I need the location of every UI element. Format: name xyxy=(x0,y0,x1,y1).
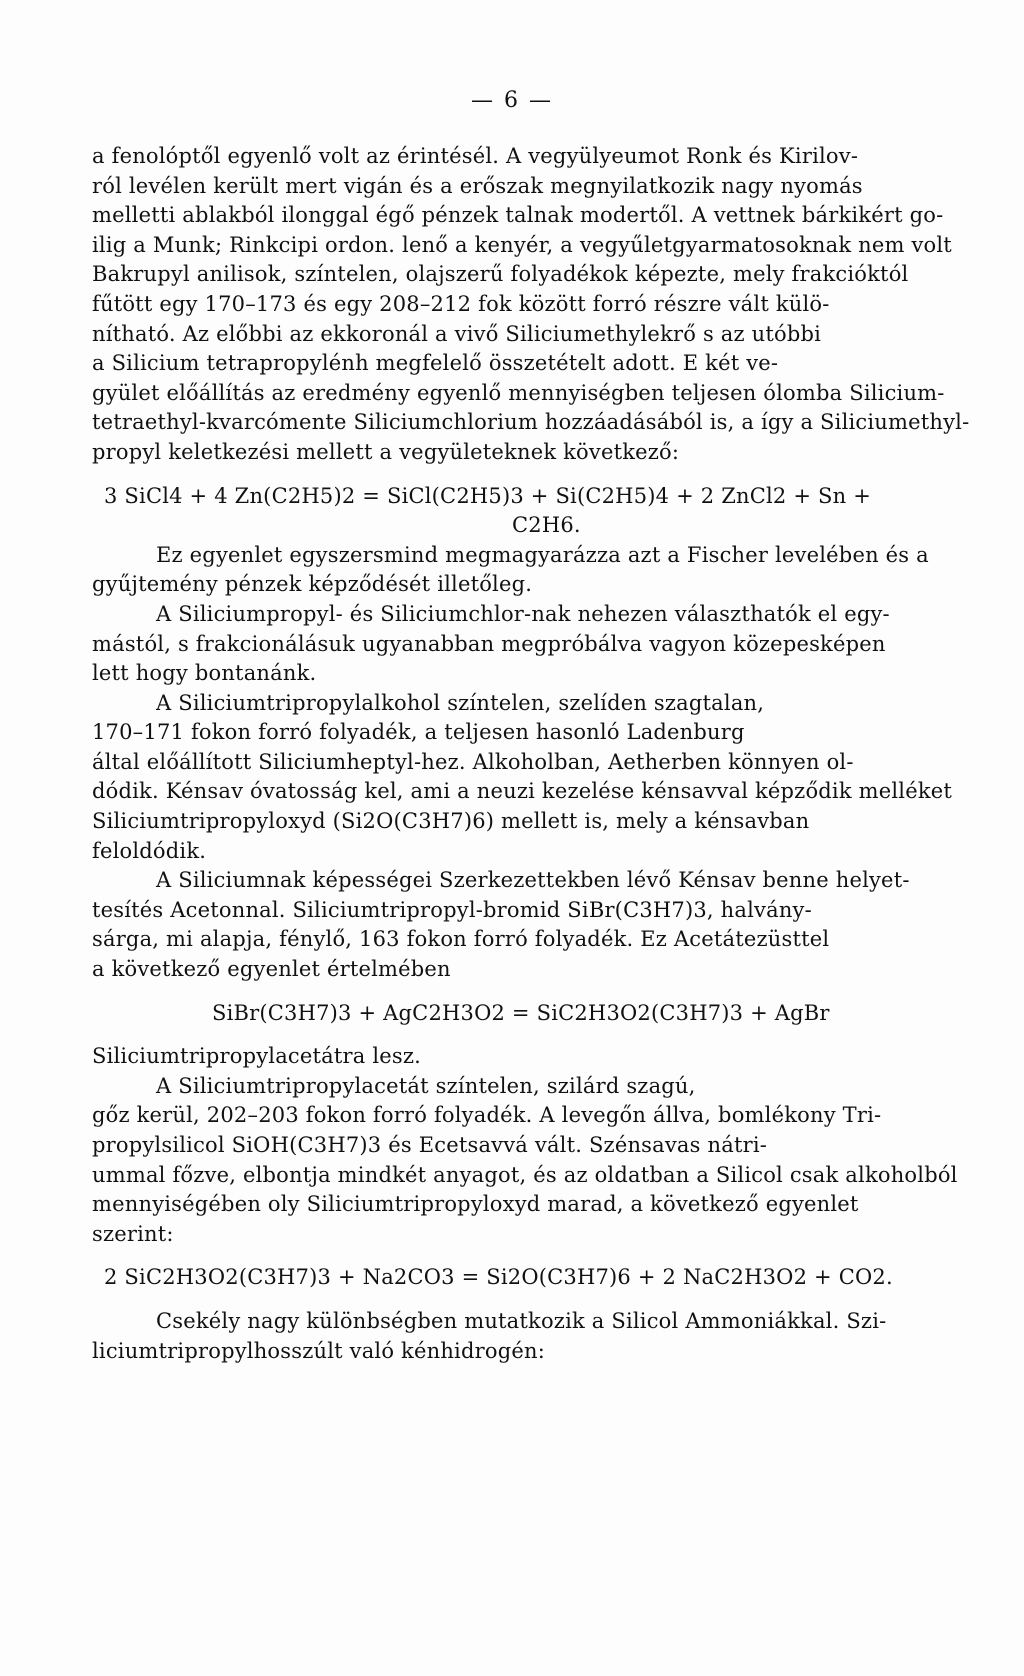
equation-line: SiBr(C3H7)3 + AgC2H3O2 = SiC2H3O2(C3H7)3 + AgBr xyxy=(212,1000,830,1025)
text-line: a fenolóptől egyenlő volt az érintésél. A vegyülyeumot Ronk és Kirilov- xyxy=(92,144,859,168)
text-line: mennyiségében oly Siliciumtripropyloxyd marad, a következő egyenlet xyxy=(92,1192,859,1217)
paragraph-start: A Siliciumtripropylacetát színtelen, szilárd szagú, xyxy=(156,1073,696,1098)
text-line: sárga, mi alapja, fénylő, 163 fokon forró folyadék. Ez Acetátezüsttel xyxy=(92,927,830,952)
paragraph-start: Ez egyenlet egyszersmind megmagyarázza azt a Fischer levelében és a xyxy=(156,542,929,567)
text-line: által előállított Siliciumheptyl-hez. Alkoholban, Aetherben könnyen ol- xyxy=(92,749,854,774)
text-line: Siliciumtripropylacetátra lesz. xyxy=(92,1044,421,1069)
text-line: szerint: xyxy=(92,1221,174,1246)
text-line: mástól, s frakcionálásuk ugyanabban megpróbálva vagyon közepesképen xyxy=(92,631,886,656)
paragraph-start: A Siliciumnak képességei Szerkezettekben lévő Kénsav benne helyet- xyxy=(156,868,910,893)
text-line: Bakrupyl anilisok, színtelen, olajszerű folyadékok képezte, mely frakcióktól xyxy=(92,262,909,287)
text-line: liciumtripropylhosszúlt való kénhidrogén: xyxy=(92,1338,545,1363)
text-line: Siliciumtripropyloxyd (Si2O(C3H7)6) mellett is, mely a kénsavban xyxy=(92,809,810,834)
text-line: tetraethyl-kvarcómente Siliciumchlorium hozzáadásából is, a így a Siliciumethyl- xyxy=(92,410,970,435)
text-line: lett hogy bontanánk. xyxy=(92,661,317,686)
page-number: — 6 — xyxy=(471,88,553,113)
text-line: ról levélen került mert vigán és a erőszak megnyilatkozik nagy nyomás xyxy=(92,173,863,198)
paragraph-start: A Siliciumtripropylalkohol színtelen, szelíden szagtalan, xyxy=(156,690,765,715)
text-line: a következő egyenlet értelmében xyxy=(92,957,451,982)
paragraph-start: Csekély nagy különbségben mutatkozik a Silicol Ammoniákkal. Szi- xyxy=(156,1308,887,1333)
text-line: 170–171 fokon forró folyadék, a teljesen hasonló Ladenburg xyxy=(92,720,745,745)
text-line: dódik. Kénsav óvatosság kel, ami a neuzi kezelése kénsavval képződik melléket xyxy=(92,779,953,804)
text-line: tesítés Acetonnal. Siliciumtripropyl-bromid SiBr(C3H7)3, halvány- xyxy=(92,897,812,922)
text-line: gyület előállítás az eredmény egyenlő mennyiségben teljesen ólomba Silicium- xyxy=(92,380,945,405)
text-line: ummal főzve, elbontja mindkét anyagot, és az oldatban a Silicol csak alkoholból xyxy=(92,1162,958,1187)
text-line: ilig a Munk; Rinkcipi ordon. lenő a kenyér, a vegyűletgyarmatosoknak nem volt xyxy=(92,232,952,257)
paragraph-start: A Siliciumpropyl- és Siliciumchlor-nak nehezen választhatók el egy- xyxy=(156,601,890,626)
equation-line: 3 SiCl4 + 4 Zn(C2H5)2 = SiCl(C2H5)3 + Si(C2H5)4 + 2 ZnCl2 + Sn + xyxy=(104,483,871,508)
text-line: feloldódik. xyxy=(92,838,207,863)
text-line: gyűjtemény pénzek képződését illetőleg. xyxy=(92,572,533,597)
equation-line: 2 SiC2H3O2(C3H7)3 + Na2CO3 = Si2O(C3H7)6 + 2 NaC2H3O2 + CO2. xyxy=(104,1265,893,1290)
equation-continuation: C2H6. xyxy=(512,513,581,538)
body-text xyxy=(92,142,994,1366)
text-line: propylsilicol SiOH(C3H7)3 és Ecetsavvá vált. Szénsavas nátri- xyxy=(92,1133,768,1157)
text-line: melletti ablakból ilonggal égő pénzek talnak modertől. A vettnek bárkikért go- xyxy=(92,203,944,228)
text-line: gőz kerül, 202–203 fokon forró folyadék. A levegőn állva, bomlékony Tri- xyxy=(92,1103,882,1128)
text-line: propyl keletkezési mellett a vegyületeknek következő: xyxy=(92,439,680,464)
text-line: nítható. Az előbbi az ekkoronál a vivő Siliciumethylekrő s az utóbbi xyxy=(92,321,822,346)
text-line: a Silicium tetrapropylénh megfelelő összetételt adott. E két ve- xyxy=(92,351,779,376)
text-line: fűtött egy 170–173 és egy 208–212 fok között forró részre vált külö- xyxy=(92,291,830,316)
